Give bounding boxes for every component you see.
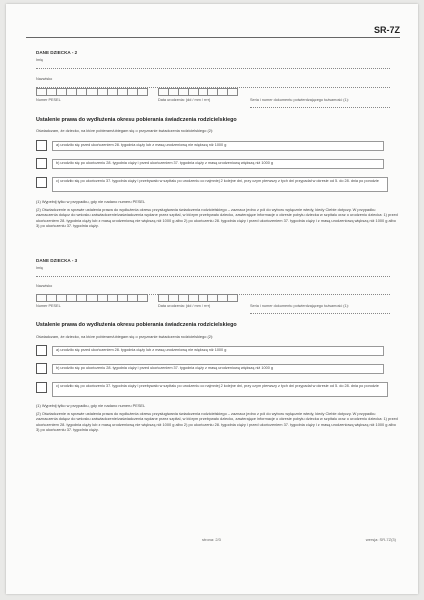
option-b-child-3	[52, 364, 384, 374]
option-a-text-child-2: a) urodziło się przed ukończeniem 28. tygodnia ciąży lub z masą urodzeniową nie większą niż 1000 g	[56, 143, 227, 147]
option-a-text-child-3: a) urodziło się przed ukończeniem 28. tygodnia ciąży lub z masą urodzeniową nie większą niż 1000 g	[56, 348, 227, 352]
footnote-1-child-2: (1) Wypełnij tylko w przypadku, gdy nie nadano numeru PESEL	[36, 199, 146, 204]
extension-heading-child-2: Ustalenie prawa do wydłużenia okresu pobierania świadczenia rodzicielskiego	[36, 117, 237, 123]
form-page	[6, 4, 418, 594]
form-version: wersja: SR-7Z(3)	[365, 537, 396, 542]
page-number: strona: 2/3	[202, 537, 221, 542]
pesel-label-child-2: Numer PESEL	[36, 98, 61, 102]
declaration-intro-child-2: Oświadczam, że dziecko, na które pobieram/ubiegam się o przyznanie świadczenia rodzicielskiego (2):	[36, 128, 214, 133]
pesel-boxes-child-3[interactable]	[36, 294, 148, 302]
option-a-checkbox-child-3[interactable]	[36, 345, 47, 356]
section-title-child-3: DANE DZIECKA - 3	[36, 258, 78, 263]
option-b-text-child-3: b) urodziło się po ukończeniu 28. tygodnia ciąży i przed ukończeniem 37. tygodnia ciąży z masą urodzeniową większą niż 1000 g	[56, 366, 273, 370]
document-label-child-3: Seria i numer dokumentu potwierdzającego tożsamość (1):	[250, 304, 349, 308]
surname-label-child-2: Nazwisko	[36, 77, 53, 81]
footnote-1-child-3: (1) Wypełnij tylko w przypadku, gdy nie nadano numeru PESEL	[36, 403, 146, 408]
section-title-child-2: DANE DZIECKA - 2	[36, 50, 78, 55]
option-b-child-2	[52, 159, 384, 169]
footnote-2-child-3: (2) Oświadczenie w sprawie ustalenia prawa do wydłużenia okresu przysługiwania świadczenia rodzicielskiego – zaznacz jedno z pól do wyboru wyłącznie wtedy, kiedy Ciebie dotyczy. W przypadku zaznaczenia dołącz do wniosku zaświadczenie/zaświadczenia wydane przez szpital, w którym przebywało dziecko, zawierające informacje o okresie pobytu dziecka w szpitalu oraz o urodzeniu dziecka: 1) przed ukończeniem 28. tygodnia ciąży lub z masą urodzeniową nie większą niż 1000 g albo 2) po ukończeniu 28. tygodnia ciąży i przed ukończeniem 37. tygodnia ciąży i z masą urodzeniową większą niż 1000 g albo 3) po ukończeniu 37. tygodnia ciąży.	[36, 411, 398, 433]
first-name-label-child-2: Imię	[36, 58, 44, 62]
document-field-child-3[interactable]	[250, 313, 390, 314]
option-c-checkbox-child-2[interactable]	[36, 177, 47, 188]
pesel-boxes-child-2[interactable]	[36, 88, 148, 96]
option-b-checkbox-child-2[interactable]	[36, 158, 47, 169]
option-c-child-3	[52, 382, 388, 397]
first-name-field-child-3[interactable]	[36, 276, 390, 277]
option-a-child-2	[52, 141, 384, 151]
document-field-child-2[interactable]	[250, 107, 390, 108]
option-b-text-child-2: b) urodziło się po ukończeniu 28. tygodnia ciąży i przed ukończeniem 37. tygodnia ciąży z masą urodzeniową większą niż 1000 g	[56, 161, 273, 165]
birth-date-label-child-2: Data urodzenia: (dd / mm / rrrr)	[158, 98, 211, 102]
birth-date-boxes-child-2[interactable]	[158, 88, 238, 96]
birth-date-boxes-child-3[interactable]	[158, 294, 238, 302]
declaration-intro-child-3: Oświadczam, że dziecko, na które pobieram/ubiegam się o przyznanie świadczenia rodzicielskiego (2):	[36, 334, 214, 339]
extension-heading-child-3: Ustalenie prawa do wydłużenia okresu pobierania świadczenia rodzicielskiego	[36, 322, 237, 328]
birth-date-label-child-3: Data urodzenia: (dd / mm / rrrr)	[158, 304, 211, 308]
footnote-2-child-2: (2) Oświadczenie w sprawie ustalenia prawa do wydłużenia okresu przysługiwania świadczenia rodzicielskiego – zaznacz jedno z pól do wyboru wyłącznie wtedy, kiedy Ciebie dotyczy. W przypadku zaznaczenia dołącz do wniosku zaświadczenie/zaświadczenia wydane przez szpital, w którym przebywało dziecko, zawierające informacje o okresie pobytu dziecka w szpitalu oraz o urodzeniu dziecka: 1) przed ukończeniem 28. tygodnia ciąży lub z masą urodzeniową nie większą niż 1000 g albo 2) po ukończeniu 28. tygodnia ciąży i przed ukończeniem 37. tygodnia ciąży i z masą urodzeniową większą niż 1000 g albo 3) po ukończeniu 37. tygodnia ciąży.	[36, 207, 398, 229]
form-code: SR-7Z	[373, 25, 400, 35]
first-name-field-child-2[interactable]	[36, 68, 390, 69]
option-c-checkbox-child-3[interactable]	[36, 382, 47, 393]
pesel-label-child-3: Numer PESEL	[36, 304, 61, 308]
option-c-text-child-2: c) urodziło się po ukończeniu 37. tygodnia ciąży i przebywało w szpitalu po urodzeniu co najmniej 2 kolejne dni, przy czym pierwszy z tych dni przypadał w okresie od 5. do 28. dnia po porodzie	[56, 179, 379, 183]
document-label-child-2: Seria i numer dokumentu potwierdzającego tożsamość (1):	[250, 98, 349, 102]
option-a-checkbox-child-2[interactable]	[36, 140, 47, 151]
surname-label-child-3: Nazwisko	[36, 284, 53, 288]
option-b-checkbox-child-3[interactable]	[36, 363, 47, 374]
first-name-label-child-3: Imię	[36, 266, 44, 270]
option-a-child-3	[52, 346, 384, 356]
option-c-child-2	[52, 177, 388, 192]
option-c-text-child-3: c) urodziło się po ukończeniu 37. tygodnia ciąży i przebywało w szpitalu po urodzeniu co najmniej 2 kolejne dni, przy czym pierwszy z tych dni przypadał w okresie od 5. do 28. dnia po porodzie	[56, 384, 379, 388]
header-divider	[26, 37, 400, 38]
